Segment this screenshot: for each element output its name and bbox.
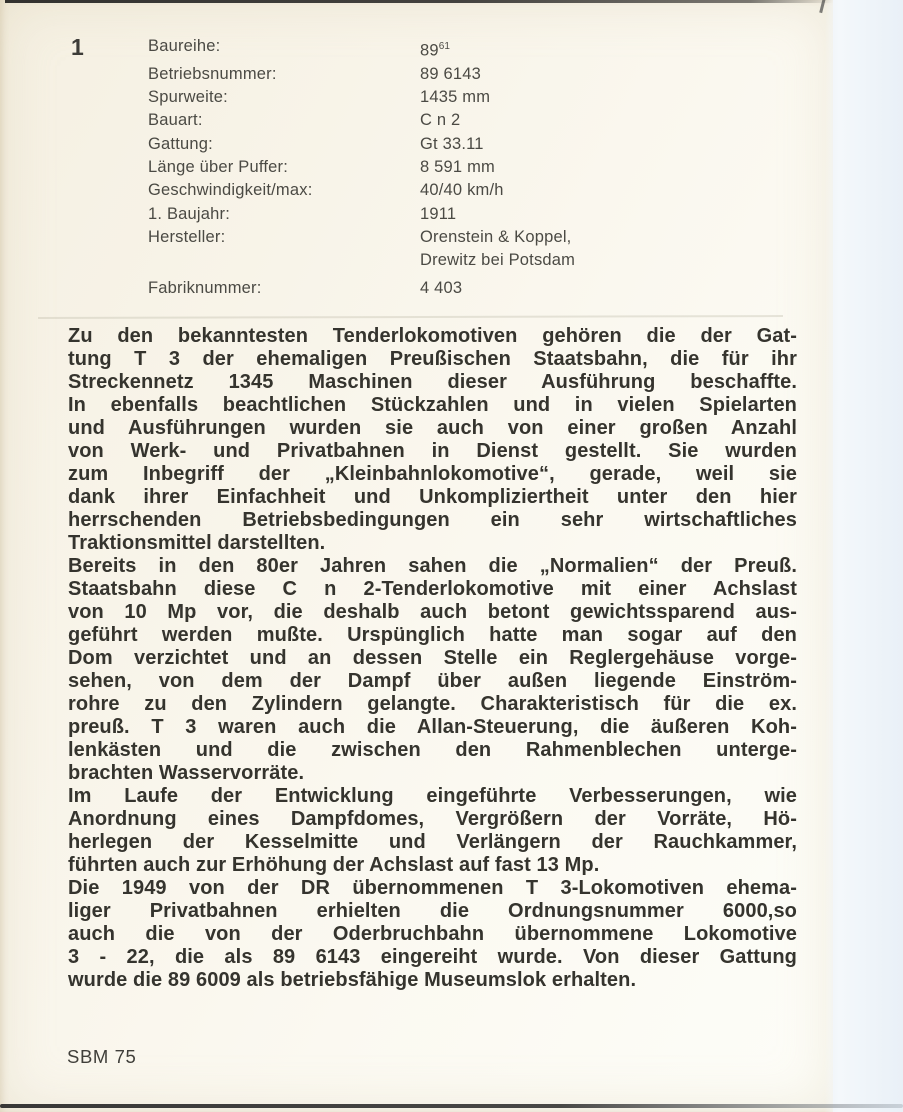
body-line: wurde die 89 6009 als betriebsfähige Museumslok erhalten. xyxy=(68,969,637,991)
spec-value: 1911 xyxy=(420,204,457,223)
body-line: führten auch zur Erhöhung der Achslast auf fast 13 Mp. xyxy=(68,854,600,876)
spec-label: Hersteller: xyxy=(148,227,226,246)
spec-value: Orenstein & Koppel, Drewitz bei Potsdam xyxy=(420,226,768,273)
body-line: Die 1949 von der DR übernommenen T 3-Lokomotiven ehema- xyxy=(68,877,797,899)
body-line: zum Inbegriff der „Kleinbahnlokomotive“, gerade, weil sie xyxy=(68,463,797,485)
body-line: Im Laufe der Entwicklung eingeführte Verbesserungen, wie xyxy=(68,785,797,807)
body-line: Anordnung eines Dampfdomes, Vergrößern der Vorräte, Hö- xyxy=(68,808,797,830)
spec-label: Fabriknummer: xyxy=(148,279,262,298)
body-line: herlegen der Kesselmitte und Verlängern der Rauchkammer, xyxy=(68,831,797,853)
body-line: herrschenden Betriebsbedingungen ein sehr wirtschaftliches xyxy=(68,509,797,531)
body-line: auch die von der Oderbruchbahn übernommene Lokomotive xyxy=(68,923,797,945)
body-line: preuß. T 3 waren auch die Allan-Steuerung, die äußeren Koh- xyxy=(68,716,797,738)
body-line: von Werk- und Privatbahnen in Dienst gestellt. Sie wurden xyxy=(68,440,797,462)
spec-value-line2: Drewitz bei Potsdam xyxy=(420,251,576,270)
body-line: Bereits in den 80er Jahren sahen die „Normalien“ der Preuß. xyxy=(68,555,797,577)
spec-label: Geschwindigkeit/max: xyxy=(148,181,313,200)
spec-value: 4 403 xyxy=(420,279,463,298)
spec-row xyxy=(148,109,768,132)
spec-label: Länge über Puffer: xyxy=(148,157,288,176)
spec-row xyxy=(148,86,768,109)
spec-value: Gt 33.11 xyxy=(420,134,484,153)
spec-label: Baureihe: xyxy=(148,37,221,55)
spec-label: 1. Baujahr: xyxy=(148,204,231,223)
spec-table xyxy=(148,35,768,301)
spec-label: Bauart: xyxy=(148,111,203,130)
footer-code: SBM 75 xyxy=(67,1046,137,1067)
body-line: lenkästen und die zwischen den Rahmenblechen unterge- xyxy=(68,739,797,761)
top-edge-line xyxy=(5,0,833,3)
body-line: 3 - 22, die als 89 6143 eingereiht wurde. Von dieser Gattung xyxy=(68,946,797,968)
spec-row xyxy=(148,156,768,179)
spec-label: Betriebsnummer: xyxy=(148,64,277,83)
spec-value: 1435 mm xyxy=(420,88,491,107)
bottom-edge-line xyxy=(0,1104,903,1108)
spec-value-superscript: 61 xyxy=(438,41,450,52)
spec-label: Gattung: xyxy=(148,134,213,153)
body-line: von 10 Mp vor, die deshalb auch betont gewichtssparend aus- xyxy=(68,601,797,623)
spec-row xyxy=(148,226,768,273)
body-line: Zu den bekanntesten Tenderlokomotiven gehören die der Gat- xyxy=(68,325,797,347)
spec-value: 89 6143 xyxy=(420,64,482,83)
spec-value: C n 2 xyxy=(420,111,461,130)
spec-row xyxy=(148,35,768,63)
body-line: rohre zu den Zylindern gelangte. Charakteristisch für die ex. xyxy=(68,693,797,715)
spec-value: 40/40 km/h xyxy=(420,181,504,200)
spec-value: $89^{61}$ xyxy=(420,41,450,60)
body-line: Streckennetz 1345 Maschinen dieser Ausführung beschaffte. xyxy=(68,371,797,393)
spec-row xyxy=(148,179,768,202)
body-line: und Ausführungen wurden sie auch von einer großen Anzahl xyxy=(68,417,797,439)
body-line: geführt werden mußte. Urspünglich hatte man sogar auf den xyxy=(68,624,797,646)
body-line: Dom verzichtet und an dessen Stelle ein Reglergehäuse vorge- xyxy=(68,647,797,669)
body-line: dank ihrer Einfachheit und Unkompliziertheit unter den hier xyxy=(68,486,797,508)
body-line: tung T 3 der ehemaligen Preußischen Staatsbahn, die für ihr xyxy=(68,348,797,370)
spec-row xyxy=(148,277,768,300)
scanner-margin xyxy=(825,0,903,1112)
body-line: sehen, von dem der Dampf über außen liegende Einström- xyxy=(68,670,797,692)
spec-row xyxy=(148,203,768,226)
body-line: Traktionsmittel darstellten. xyxy=(68,532,326,554)
body-line: brachten Wasservorräte. xyxy=(68,762,305,784)
body-line: liger Privatbahnen erhielten die Ordnungsnummer 6000,so xyxy=(68,900,797,922)
body-line: In ebenfalls beachtlichen Stückzahlen und in vielen Spielarten xyxy=(68,394,797,416)
spec-label: Spurweite: xyxy=(148,88,228,107)
page-number: 1 xyxy=(71,34,84,60)
spec-row xyxy=(148,133,768,156)
body-text xyxy=(68,325,797,992)
spec-value: 8 591 mm xyxy=(420,157,495,176)
spec-row xyxy=(148,63,768,86)
body-line: Staatsbahn diese C n 2-Tenderlokomotive mit einer Achslast xyxy=(68,578,797,600)
